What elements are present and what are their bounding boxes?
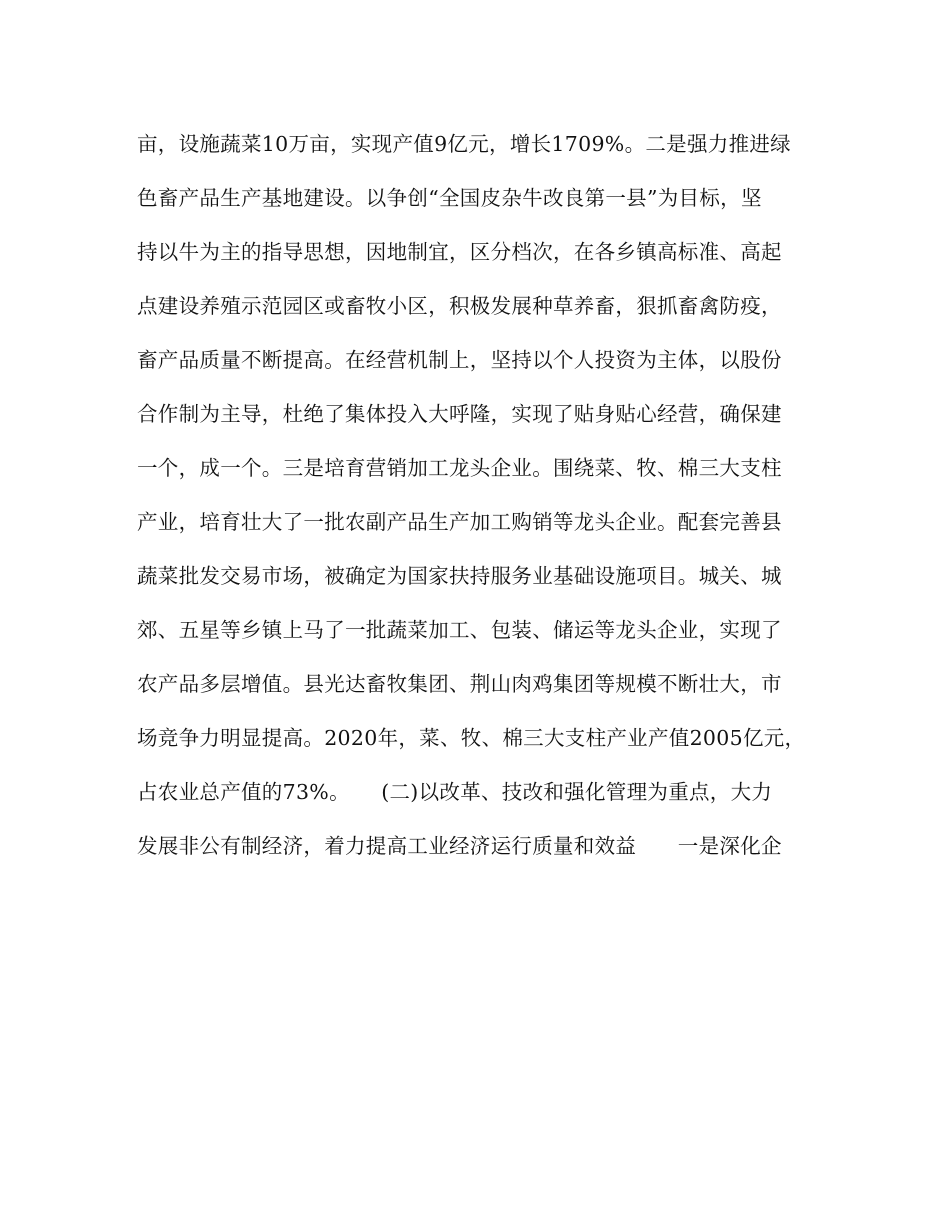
text-line: 点建设养殖示范园区或畜牧小区，积极发展种草养畜，狠抓畜禽防疫， <box>137 294 782 318</box>
text-line: 农产品多层增值。县光达畜牧集团、荆山肉鸡集团等规模不断壮大，市 <box>137 672 782 696</box>
text-line: 郊、五星等乡镇上马了一批蔬菜加工、包装、储运等龙头企业，实现了 <box>137 618 782 642</box>
body-text <box>137 122 817 878</box>
text-line: 色畜产品生产基地建设。以争创“全国皮杂牛改良第一县”为目标，坚 <box>137 186 762 210</box>
text-line: 一个，成一个。三是培育营销加工龙头企业。围绕菜、牧、棉三大支柱 <box>137 456 782 480</box>
text-line: 产业，培育壮大了一批农副产品生产加工购销等龙头企业。配套完善县 <box>137 510 782 534</box>
text-line: 占农业总产值的73%。 (二)以改革、技改和强化管理为重点，大力 <box>137 780 773 804</box>
text-line: 场竞争力明显提高。2020年，菜、牧、棉三大支柱产业产值2005亿元， <box>137 726 806 750</box>
text-line: 持以牛为主的指导思想，因地制宜，区分档次，在各乡镇高标准、高起 <box>137 240 782 264</box>
text-line: 发展非公有制经济，着力提高工业经济运行质量和效益 一是深化企 <box>137 834 782 858</box>
text-line: 蔬菜批发交易市场，被确定为国家扶持服务业基础设施项目。城关、城 <box>137 564 782 588</box>
text-line: 亩，设施蔬菜10万亩，实现产值9亿元，增长1709%。二是强力推进绿 <box>137 132 791 156</box>
text-line: 合作制为主导，杜绝了集体投入大呼隆，实现了贴身贴心经营，确保建 <box>137 402 782 426</box>
text-line: 畜产品质量不断提高。在经营机制上，坚持以个人投资为主体，以股份 <box>137 348 782 372</box>
